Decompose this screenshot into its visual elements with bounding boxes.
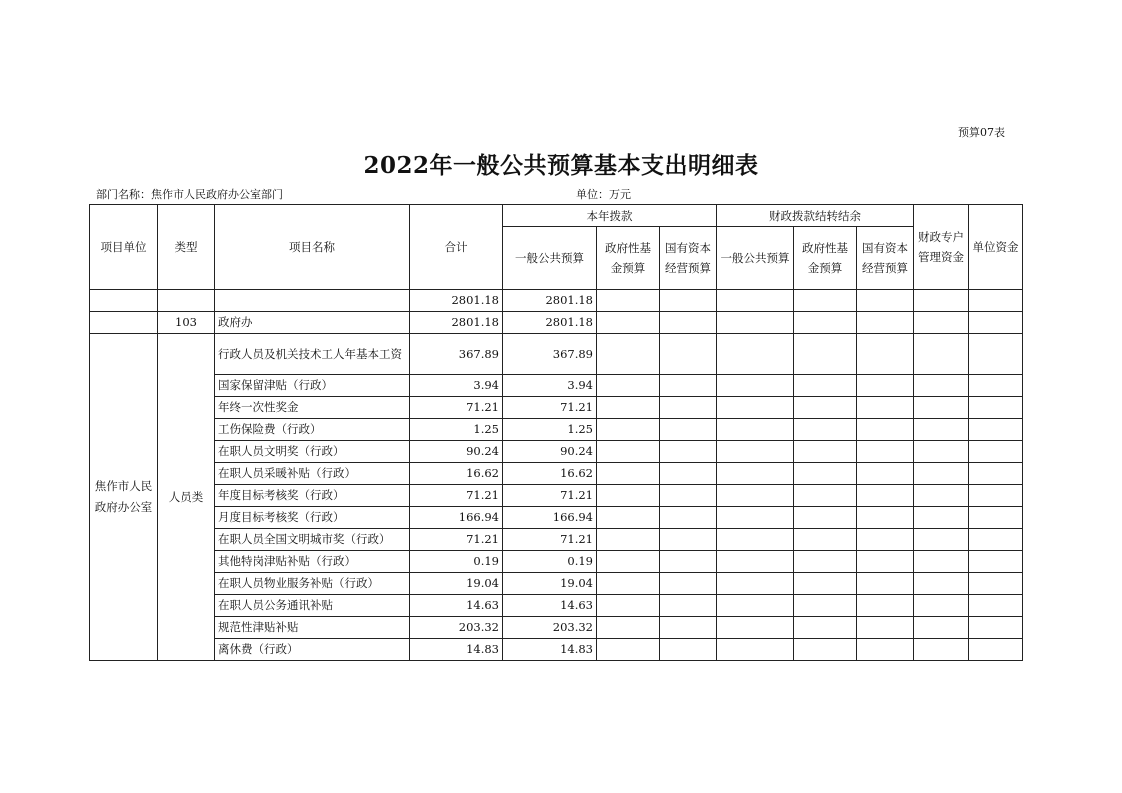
department-name: 政府办 [215,312,410,334]
item-total: 367.89 [410,334,503,375]
header-gp-budget: 一般公共预算 [503,227,597,290]
table-row [90,397,1023,419]
header-total: 合计 [410,205,503,290]
item-total: 16.62 [410,463,503,485]
group-unit: 焦作市人民政府办公室 [90,334,158,661]
total-row [90,290,1023,312]
item-name: 在职人员全国文明城市奖（行政） [215,529,410,551]
item-total: 1.25 [410,419,503,441]
page-title: 2022年一般公共预算基本支出明细表 [363,152,759,179]
table-row [90,463,1023,485]
item-name: 年终一次性奖金 [215,397,410,419]
item-gp: 3.94 [503,375,597,397]
item-total: 90.24 [410,441,503,463]
table-row [90,551,1023,573]
item-total: 166.94 [410,507,503,529]
item-name: 行政人员及机关技术工人年基本工资 [215,334,410,375]
department-code: 103 [158,312,215,334]
budget-table [89,204,1023,661]
item-gp: 1.25 [503,419,597,441]
table-row [90,595,1023,617]
item-name: 工伤保险费（行政） [215,419,410,441]
department-label: 部门名称：焦作市人民政府办公室部门 [96,188,283,201]
item-gp: 166.94 [503,507,597,529]
item-total: 71.21 [410,485,503,507]
item-gp: 14.83 [503,639,597,661]
table-row [90,617,1023,639]
item-total: 14.63 [410,595,503,617]
total-row-total: 2801.18 [410,290,503,312]
header-state-capital: 国有资本经营预算 [660,227,717,290]
table-row [90,441,1023,463]
table-row [90,529,1023,551]
item-total: 203.32 [410,617,503,639]
header-type: 类型 [158,205,215,290]
table-row [90,507,1023,529]
department-row [90,312,1023,334]
item-name: 国家保留津贴（行政） [215,375,410,397]
header-carry-gp: 一般公共预算 [717,227,794,290]
table-row [90,485,1023,507]
header-carry-state-capital: 国有资本经营预算 [857,227,914,290]
item-name: 在职人员采暖补贴（行政） [215,463,410,485]
header-gov-fund: 政府性基金预算 [597,227,660,290]
header-unit: 项目单位 [90,205,158,290]
item-gp: 71.21 [503,529,597,551]
item-name: 在职人员公务通讯补贴 [215,595,410,617]
table-row [90,419,1023,441]
header-special-fund: 财政专户管理资金 [914,205,969,290]
table-row [90,639,1023,661]
item-total: 0.19 [410,551,503,573]
item-gp: 71.21 [503,397,597,419]
item-name: 年度目标考核奖（行政） [215,485,410,507]
item-name: 其他特岗津贴补贴（行政） [215,551,410,573]
table-row [90,334,1023,375]
header-group-carryover: 财政拨款结转结余 [717,205,914,227]
item-name: 月度目标考核奖（行政） [215,507,410,529]
form-number: 预算07表 [958,126,1005,139]
item-total: 71.21 [410,397,503,419]
table-row [90,375,1023,397]
item-gp: 367.89 [503,334,597,375]
item-total: 71.21 [410,529,503,551]
item-name: 规范性津贴补贴 [215,617,410,639]
total-row-gp: 2801.18 [503,290,597,312]
unit-label: 单位：万元 [576,188,631,201]
header-carry-gov-fund: 政府性基金预算 [794,227,857,290]
header-unit-fund: 单位资金 [969,205,1023,290]
item-name: 在职人员物业服务补贴（行政） [215,573,410,595]
department-gp: 2801.18 [503,312,597,334]
item-gp: 90.24 [503,441,597,463]
header-group-current-year: 本年拨款 [503,205,717,227]
table-row [90,573,1023,595]
item-gp: 19.04 [503,573,597,595]
item-name: 在职人员文明奖（行政） [215,441,410,463]
item-gp: 14.63 [503,595,597,617]
department-total: 2801.18 [410,312,503,334]
group-type: 人员类 [158,334,215,661]
item-total: 14.83 [410,639,503,661]
item-gp: 0.19 [503,551,597,573]
item-gp: 71.21 [503,485,597,507]
item-total: 19.04 [410,573,503,595]
item-name: 离休费（行政） [215,639,410,661]
item-total: 3.94 [410,375,503,397]
item-gp: 203.32 [503,617,597,639]
item-gp: 16.62 [503,463,597,485]
header-name: 项目名称 [215,205,410,290]
